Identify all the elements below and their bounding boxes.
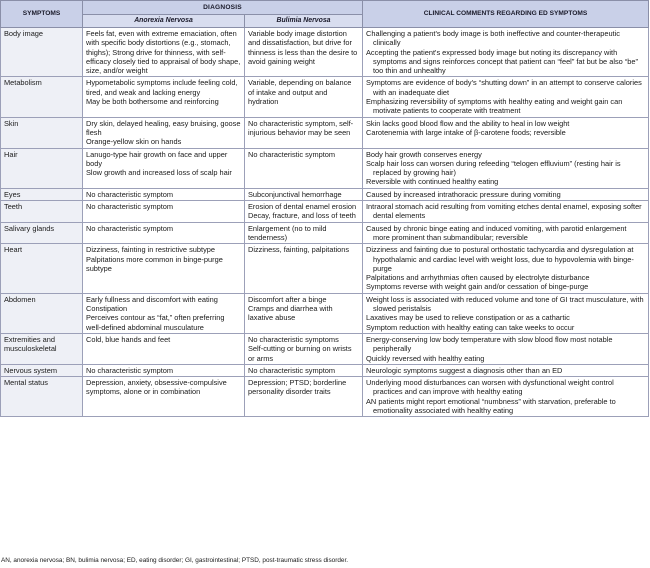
anorexia-line: Hypometabolic symptoms include feeling cold, tired, and weak and lacking energy <box>86 78 238 97</box>
table-row <box>1 364 649 376</box>
clinical-line: Challenging a patient's body image is both ineffective and counter-therapeutic clinically <box>366 29 620 48</box>
symptom-cell: Nervous system <box>1 364 83 376</box>
clinical-line: Emphasizing reversibility of symptoms with healthy eating and weight gain can motivate patients to cooperate with treatment <box>366 97 623 116</box>
clinical-cell <box>363 77 649 117</box>
clinical-line: Accepting the patient's expressed body image but noting its discrepancy with symptoms and signs reinforces concept that patient can “feel” fat but be also “be” too thin and unhealthy <box>366 47 638 76</box>
table-row <box>1 377 649 417</box>
anorexia-cell <box>83 333 245 364</box>
anorexia-cell <box>83 222 245 244</box>
clinical-line: Reversible with continued healthy eating <box>366 177 499 187</box>
table-row <box>1 148 649 188</box>
bulimia-line: Decay, fracture, and loss of teeth <box>248 211 356 221</box>
table-row <box>1 28 649 77</box>
anorexia-line: No characteristic symptom <box>86 223 174 233</box>
bulimia-line: Discomfort after a binge <box>248 294 327 304</box>
bulimia-line: Subconjunctival hemorrhage <box>248 189 342 199</box>
anorexia-line: Constipation <box>86 304 128 314</box>
bulimia-line: No characteristic symptom, self-injurious behavior may be seen <box>248 118 354 137</box>
table-row <box>1 117 649 148</box>
table-row <box>1 222 649 244</box>
anorexia-cell <box>83 148 245 188</box>
bulimia-line: Cramps and diarrhea with laxative abuse <box>248 304 333 323</box>
symptom-cell: Mental status <box>1 377 83 417</box>
bulimia-line: Variable, depending on balance of intake and output and hydration <box>248 78 352 107</box>
anorexia-cell <box>83 293 245 333</box>
clinical-cell <box>363 222 649 244</box>
anorexia-line: Perceives contour as “fat,” often preferring well-defined abdominal musculature <box>86 313 225 332</box>
clinical-line: Symptoms are evidence of body's “shutting down” in an attempt to conserve calories with an inadequate diet <box>366 78 642 97</box>
bulimia-cell <box>245 77 363 117</box>
symptom-cell: Metabolism <box>1 77 83 117</box>
symptom-cell: Heart <box>1 244 83 293</box>
bulimia-cell <box>245 244 363 293</box>
anorexia-line: Depression, anxiety, obsessive-compulsive symptoms, alone or in combination <box>86 378 227 397</box>
clinical-line: Scalp hair loss can worsen during refeeding “telogen effluvium” (resting hair is replaced by growing hair) <box>366 158 621 178</box>
anorexia-line: Early fullness and discomfort with eating <box>86 294 218 304</box>
clinical-cell <box>363 364 649 376</box>
header-row-top <box>1 1 649 15</box>
anorexia-line: Cold, blue hands and feet <box>86 334 171 344</box>
anorexia-line: Palpitations more common in binge-purge subtype <box>86 254 223 273</box>
clinical-line: Symptoms reverse with weight gain and/or cessation of binge-purge <box>366 282 589 292</box>
bulimia-line: No characteristic symptom <box>248 149 336 159</box>
anorexia-line: May be both bothersome and reinforcing <box>86 97 219 107</box>
clinical-cell <box>363 333 649 364</box>
clinical-cell <box>363 244 649 293</box>
anorexia-cell <box>83 377 245 417</box>
anorexia-cell <box>83 244 245 293</box>
clinical-line: Underlying mood disturbances can worsen with dysfunctional weight control practices and can improve with healthy eating <box>366 378 614 397</box>
clinical-line: Laxatives may be used to relieve constipation or as a cathartic <box>366 313 570 323</box>
clinical-cell <box>363 377 649 417</box>
clinical-line: Intraoral stomach acid resulting from vomiting etches dental enamel, exposing softer dental elements <box>366 202 642 221</box>
clinical-cell <box>363 148 649 188</box>
bulimia-cell <box>245 28 363 77</box>
table-row <box>1 293 649 333</box>
table-row <box>1 188 649 200</box>
header-diagnosis: DIAGNOSIS <box>83 1 363 15</box>
clinical-cell <box>363 201 649 223</box>
bulimia-line: No characteristic symptoms <box>248 334 339 344</box>
clinical-line: Body hair growth conserves energy <box>366 149 482 159</box>
symptom-cell: Eyes <box>1 188 83 200</box>
symptom-cell: Body image <box>1 28 83 77</box>
bulimia-line: Variable body image distortion and dissatisfaction, but drive for thinness is less than the desire to avoid gaining weight <box>248 29 358 66</box>
clinical-line: Neurologic symptoms suggest a diagnosis other than an ED <box>366 365 563 375</box>
anorexia-cell <box>83 188 245 200</box>
clinical-line: Carotenemia with large intake of β-carotene foods; reversible <box>366 127 566 137</box>
symptom-cell: Teeth <box>1 201 83 223</box>
bulimia-line: Dizziness, fainting, palpitations <box>248 245 350 255</box>
bulimia-line: Depression; PTSD; borderline personality disorder traits <box>248 378 347 397</box>
clinical-line: Weight loss is associated with reduced volume and tone of GI tract musculature, with slowed peristalsis <box>366 294 644 314</box>
table-body <box>1 28 649 417</box>
clinical-cell <box>363 188 649 200</box>
header-bulimia: Bulimia Nervosa <box>245 15 363 28</box>
bulimia-cell <box>245 333 363 364</box>
anorexia-line: No characteristic symptom <box>86 202 174 212</box>
bulimia-line: Self-cutting or burning on wrists or arms <box>248 344 352 363</box>
bulimia-line: Enlargement (no to mild tenderness) <box>248 223 327 242</box>
anorexia-line: Slow growth and increased loss of scalp hair <box>86 168 232 178</box>
clinical-line: Caused by increased intrathoracic pressure during vomiting <box>366 189 561 199</box>
bulimia-cell <box>245 293 363 333</box>
clinical-line: Palpitations and arrhythmias often caused by electrolyte disturbance <box>366 273 590 283</box>
bulimia-cell <box>245 222 363 244</box>
anorexia-cell <box>83 364 245 376</box>
clinical-line: Dizziness and fainting due to postural orthostatic tachycardia and dysregulation at hypothalamic and cardiac level with weight loss, due to hypovolemia with binge-purge <box>366 245 634 273</box>
clinical-line: AN patients might report emotional “numbness” with starvation, preferable to emotionality associated with healthy eating <box>366 396 616 415</box>
clinical-line: Quickly reversed with healthy eating <box>366 353 485 363</box>
bulimia-cell <box>245 188 363 200</box>
clinical-cell <box>363 28 649 77</box>
bulimia-line: No characteristic symptom <box>248 365 336 375</box>
anorexia-line: Lanugo-type hair growth on face and upper body <box>86 149 228 168</box>
table-row <box>1 201 649 223</box>
abbreviations-footnote: AN, anorexia nervosa; BN, bulimia nervosa; ED, eating disorder; GI, gastrointestinal; PTSD, post-traumatic stress disorder. <box>1 557 349 564</box>
bulimia-line: Erosion of dental enamel erosion <box>248 202 357 212</box>
anorexia-line: Feels fat, even with extreme emaciation, often with specific body distortions (e.g., stomach, thighs); Strong drive for thinness, with self-efficacy closely tied to appraisal of body shape, size, and/or weight <box>86 29 241 76</box>
symptom-cell: Extremities and musculoskeletal <box>1 333 83 364</box>
bulimia-cell <box>245 364 363 376</box>
symptom-cell: Hair <box>1 148 83 188</box>
anorexia-cell <box>83 77 245 117</box>
clinical-line: Symptom reduction with healthy eating can take weeks to occur <box>366 322 575 332</box>
anorexia-cell <box>83 117 245 148</box>
header-symptoms: SYMPTOMS <box>1 1 83 28</box>
anorexia-line: No characteristic symptom <box>86 189 174 199</box>
header-clinical-comments: CLINICAL COMMENTS REGARDING ED SYMPTOMS <box>363 1 649 28</box>
clinical-line: Caused by chronic binge eating and induced vomiting, with parotid enlargement more prominent than submandibular; reversible <box>366 223 627 242</box>
anorexia-line: No characteristic symptom <box>86 365 174 375</box>
anorexia-line: Dry skin, delayed healing, easy bruising, goose flesh <box>86 118 241 137</box>
bulimia-cell <box>245 201 363 223</box>
anorexia-line: Orange-yellow skin on hands <box>86 137 182 147</box>
bulimia-cell <box>245 377 363 417</box>
symptom-cell: Salivary glands <box>1 222 83 244</box>
clinical-cell <box>363 117 649 148</box>
table-row <box>1 333 649 364</box>
bulimia-cell <box>245 117 363 148</box>
clinical-cell <box>363 293 649 333</box>
header-anorexia: Anorexia Nervosa <box>83 15 245 28</box>
table-row <box>1 77 649 117</box>
anorexia-line: Dizziness, fainting in restrictive subtype <box>86 245 215 255</box>
anorexia-cell <box>83 201 245 223</box>
anorexia-cell <box>83 28 245 77</box>
clinical-line: Energy-conserving low body temperature with slow blood flow most notable peripherally <box>366 334 613 354</box>
table-row <box>1 244 649 293</box>
symptom-cell: Skin <box>1 117 83 148</box>
symptom-cell: Abdomen <box>1 293 83 333</box>
bulimia-cell <box>245 148 363 188</box>
clinical-line: Skin lacks good blood flow and the ability to heal in low weight <box>366 118 570 128</box>
